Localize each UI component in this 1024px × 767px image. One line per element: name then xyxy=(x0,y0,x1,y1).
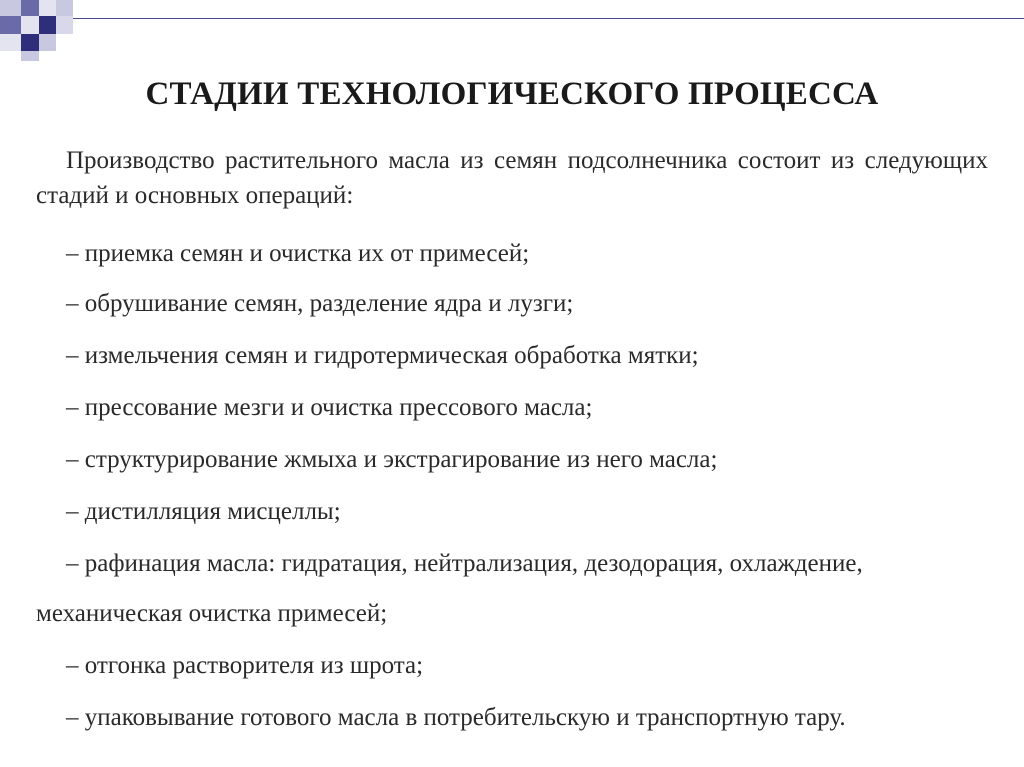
deco-square xyxy=(21,0,39,16)
list-item: – рафинация масла: гидратация, нейтрализация, дезодорация, охлаждение, xyxy=(66,550,863,577)
deco-square xyxy=(39,16,56,34)
list-item: – приемка семян и очистка их от примесей; xyxy=(66,240,530,267)
deco-square xyxy=(39,0,56,16)
deco-square xyxy=(0,16,21,34)
deco-square xyxy=(21,51,39,61)
deco-square xyxy=(0,34,21,51)
list-item: – структурирование жмыха и экстрагирование из него масла; xyxy=(66,446,718,473)
deco-square xyxy=(0,0,21,16)
deco-square xyxy=(21,16,39,34)
deco-square xyxy=(39,34,56,51)
list-item-continuation: механическая очистка примесей; xyxy=(36,600,388,627)
deco-square xyxy=(21,34,39,51)
deco-square xyxy=(56,0,73,16)
slide-title: СТАДИИ ТЕХНОЛОГИЧЕСКОГО ПРОЦЕССА xyxy=(145,76,879,112)
header-rule xyxy=(73,18,1024,19)
list-item: – обрушивание семян, разделение ядра и лузги; xyxy=(66,290,574,317)
list-item: – отгонка растворителя из шрота; xyxy=(66,652,424,679)
deco-square xyxy=(56,16,73,34)
intro-paragraph: Производство растительного масла из семян подсолнечника состоит из следующих стадий и основных операций: xyxy=(36,147,988,209)
list-item: – измельчения семян и гидротермическая обработка мятки; xyxy=(66,342,699,369)
list-item: – дистилляция мисцеллы; xyxy=(66,498,341,525)
list-item: – упаковывание готового масла в потребительскую и транспортную тару. xyxy=(66,704,846,731)
list-item: – прессование мезги и очистка прессового масла; xyxy=(66,394,593,421)
